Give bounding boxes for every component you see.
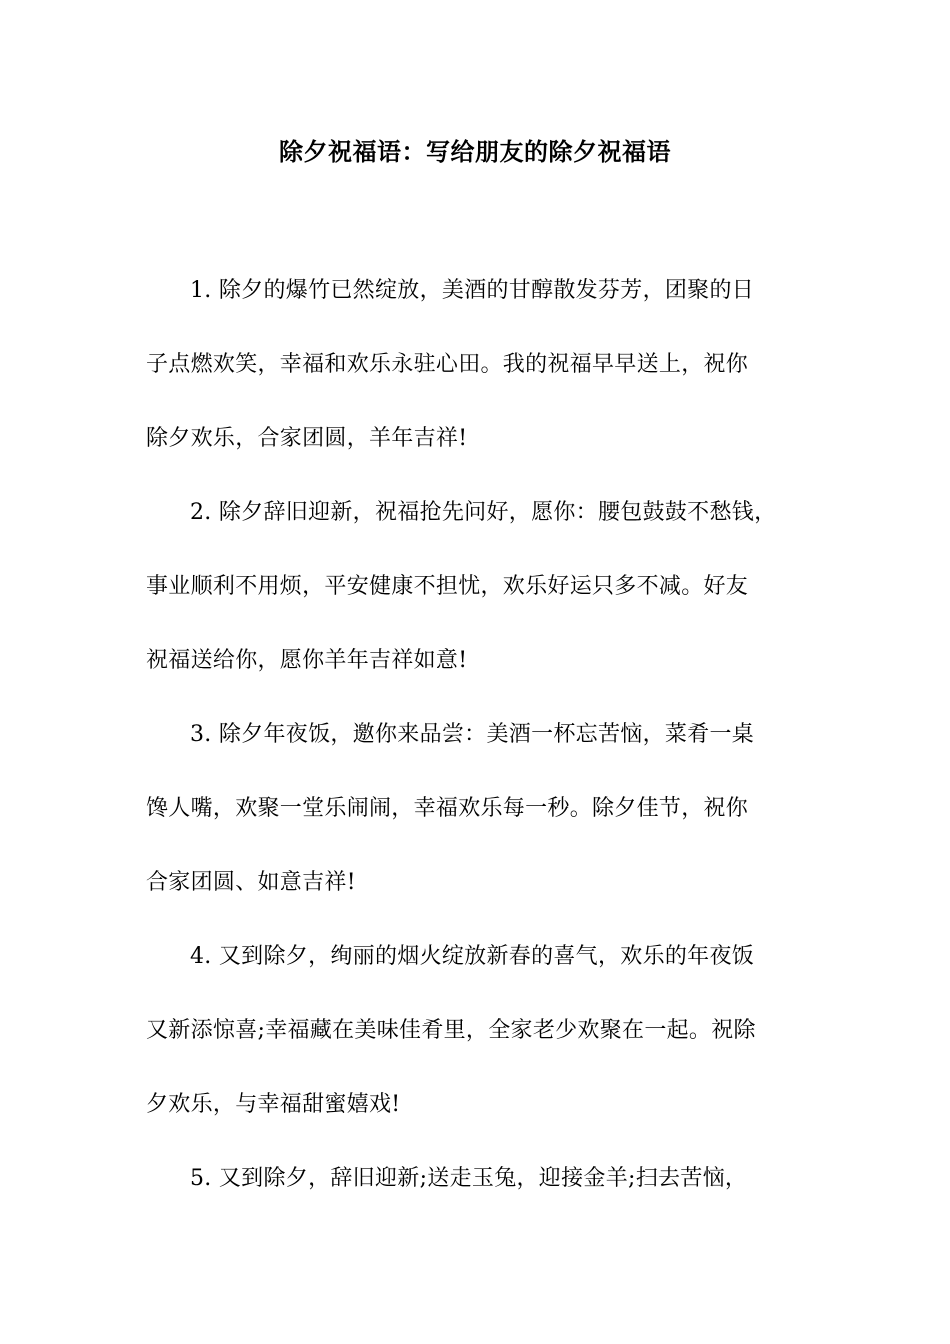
paragraph-2 xyxy=(146,476,826,698)
document-body xyxy=(146,254,826,1216)
paragraph-line: 合家团圆、如意吉祥! xyxy=(146,870,356,895)
paragraph-line: 1. 除夕的爆竹已然绽放，美酒的甘醇散发芬芳，团聚的日 xyxy=(190,278,755,303)
paragraph-line: 除夕欢乐，合家团圆，羊年吉祥! xyxy=(146,426,468,451)
paragraph-line: 5. 又到除夕，辞旧迎新;送走玉兔，迎接金羊;扫去苦恼， xyxy=(190,1166,748,1191)
paragraph-line: 夕欢乐，与幸福甜蜜嬉戏! xyxy=(146,1092,401,1117)
paragraph-5 xyxy=(146,1142,826,1216)
paragraph-line: 2. 除夕辞旧迎新，祝福抢先问好，愿你：腰包鼓鼓不愁钱， xyxy=(190,500,777,525)
paragraph-line: 4. 又到除夕，绚丽的烟火绽放新春的喜气，欢乐的年夜饭 xyxy=(190,944,755,969)
paragraph-4 xyxy=(146,920,826,1142)
paragraph-line: 又新添惊喜;幸福藏在美味佳肴里，全家老少欢聚在一起。祝除 xyxy=(146,1018,756,1043)
paragraph-line: 祝福送给你，愿你羊年吉祥如意! xyxy=(146,648,468,673)
paragraph-line: 3. 除夕年夜饭，邀你来品尝：美酒一杯忘苦恼，菜肴一桌 xyxy=(190,722,755,747)
paragraph-1 xyxy=(146,254,826,476)
paragraph-line: 事业顺利不用烦，平安健康不担忧，欢乐好运只多不减。好友 xyxy=(146,574,749,599)
paragraph-line: 子点燃欢笑，幸福和欢乐永驻心田。我的祝福早早送上，祝你 xyxy=(146,352,749,377)
document-title: 除夕祝福语：写给朋友的除夕祝福语 xyxy=(279,137,671,166)
paragraph-3 xyxy=(146,698,826,920)
paragraph-line: 馋人嘴，欢聚一堂乐闹闹，幸福欢乐每一秒。除夕佳节，祝你 xyxy=(146,796,749,821)
